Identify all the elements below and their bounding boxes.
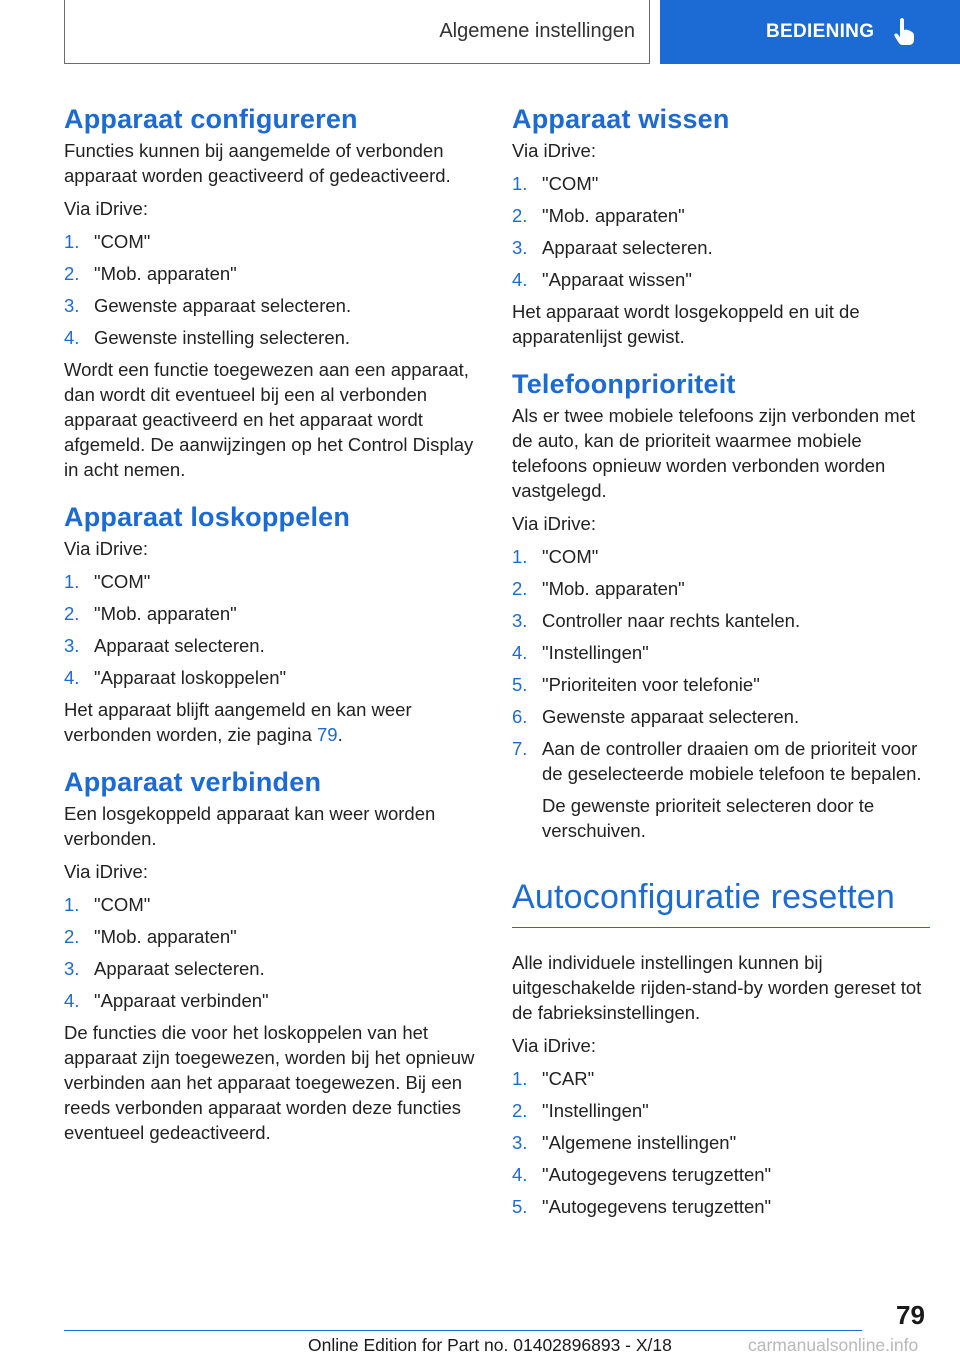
page-reference-link[interactable]: 79 xyxy=(317,724,338,745)
steps-list-reset xyxy=(512,1066,930,1219)
list-item: 1. "COM" xyxy=(64,894,151,915)
steps-list-loskoppelen xyxy=(64,569,484,690)
list-item: 1. "COM" xyxy=(512,546,599,567)
list-item: 1. "COM" xyxy=(64,571,151,592)
list-item: 2. "Mob. apparaten" xyxy=(64,926,237,947)
steps-list-configureren xyxy=(64,229,484,350)
list-item: 5. "Autogegevens terugzetten" xyxy=(512,1196,772,1217)
list-item: 2. "Mob. apparaten" xyxy=(64,603,237,624)
section-title-configureren: Apparaat configureren xyxy=(64,104,358,134)
chapter-title-autoconfiguratie: Autoconfiguratie resetten xyxy=(512,873,930,928)
section-note: Wordt een functie toegewezen aan een apparaat, dan wordt dit eventueel bij een al verbonden apparaat geactiveerd en het apparaat wordt afgemeld. De aanwijzingen op het Control Display in acht nemen. xyxy=(64,359,474,480)
right-column xyxy=(512,100,930,1226)
list-item: 3. Gewenste apparaat selecteren. xyxy=(64,295,352,316)
steps-list-wissen xyxy=(512,171,930,292)
steps-list-telefoonprioriteit xyxy=(512,544,930,843)
list-item: 3. Apparaat selecteren. xyxy=(64,958,265,979)
list-item: 1. "COM" xyxy=(64,231,151,252)
footer-watermark: carmanualsonline.info xyxy=(748,1335,919,1355)
section-intro: Een losgekoppeld apparaat kan weer worden verbonden. xyxy=(64,803,436,849)
list-item: 4. "Apparaat wissen" xyxy=(512,269,692,290)
page-number: 79 xyxy=(896,1300,925,1330)
section-title-verbinden: Apparaat verbinden xyxy=(64,767,322,797)
section-title-telefoonprioriteit: Telefoonprioriteit xyxy=(512,369,736,399)
list-item: 2. "Instellingen" xyxy=(512,1100,649,1121)
list-item: 3. "Algemene instellingen" xyxy=(512,1132,737,1153)
header-chapter-tab xyxy=(660,0,960,64)
section-title-wissen: Apparaat wissen xyxy=(512,104,730,134)
list-item: 4. "Apparaat verbinden" xyxy=(64,990,269,1011)
left-column xyxy=(64,100,484,1145)
list-item: 2. "Mob. apparaten" xyxy=(512,578,685,599)
list-item-subtext: De gewenste prioriteit selecteren door te verschuiven. xyxy=(542,795,875,841)
list-item: 1. "CAR" xyxy=(512,1068,595,1089)
list-item: 6. Gewenste apparaat selecteren. xyxy=(512,706,800,727)
steps-list-verbinden xyxy=(64,892,484,1013)
list-item: 4. "Instellingen" xyxy=(512,642,649,663)
list-item: 7. Aan de controller draaien om de prioriteit voor de geselecteerde mobiele telefoon te bepalen. De gewenste prioriteit selecteren door te verschuiven. xyxy=(512,736,930,843)
list-item: 3. Controller naar rechts kantelen. xyxy=(512,610,801,631)
list-item: 2. "Mob. apparaten" xyxy=(64,263,237,284)
via-idrive-label: Via iDrive: xyxy=(64,861,148,882)
footer-edition: Online Edition for Part no. 01402896893 - X/18 xyxy=(308,1335,672,1355)
list-item: 4. "Autogegevens terugzetten" xyxy=(512,1164,772,1185)
via-idrive-label: Via iDrive: xyxy=(512,140,596,161)
list-item: 4. "Apparaat loskoppelen" xyxy=(64,667,287,688)
via-idrive-label: Via iDrive: xyxy=(512,513,596,534)
header-chapter-title: BEDIENING xyxy=(766,21,875,42)
header-section-title: Algemene instellingen xyxy=(439,20,635,42)
pointing-hand-icon xyxy=(893,18,915,46)
header-section-box xyxy=(64,0,650,64)
section-intro: Functies kunnen bij aangemelde of verbonden apparaat worden geactiveerd of gedeactiveerd. xyxy=(64,140,451,186)
via-idrive-label: Via iDrive: xyxy=(64,198,148,219)
via-idrive-label: Via iDrive: xyxy=(512,1035,596,1056)
section-intro: Alle individuele instellingen kunnen bij uitgeschakelde rijden-stand-by worden gereset tot de fabrieksinstellingen. xyxy=(512,952,922,1023)
list-item: 3. Apparaat selecteren. xyxy=(64,635,265,656)
list-item: 5. "Prioriteiten voor telefonie" xyxy=(512,674,760,695)
section-title-loskoppelen: Apparaat loskoppelen xyxy=(64,502,351,532)
list-item: 1. "COM" xyxy=(512,173,599,194)
section-note: Het apparaat blijft aangemeld en kan weer verbonden worden, zie pagina 79. xyxy=(64,699,412,745)
list-item: 2. "Mob. apparaten" xyxy=(512,205,685,226)
list-item: 3. Apparaat selecteren. xyxy=(512,237,713,258)
list-item: 4. Gewenste instelling selecteren. xyxy=(64,327,351,348)
via-idrive-label: Via iDrive: xyxy=(64,538,148,559)
section-note: Het apparaat wordt losgekoppeld en uit de apparatenlijst gewist. xyxy=(512,301,860,347)
footer-divider xyxy=(64,1330,862,1331)
section-note: De functies die voor het loskoppelen van het apparaat zijn toegewezen, worden bij het opnieuw verbinden aan het apparaat toegewezen. Bij een reeds verbonden apparaat worden deze functies eventueel gedeactiveerd. xyxy=(64,1022,475,1143)
section-intro: Als er twee mobiele telefoons zijn verbonden met de auto, kan de prioriteit waarmee mobiele telefoons opnieuw worden verbonden worden vastgelegd. xyxy=(512,405,916,501)
